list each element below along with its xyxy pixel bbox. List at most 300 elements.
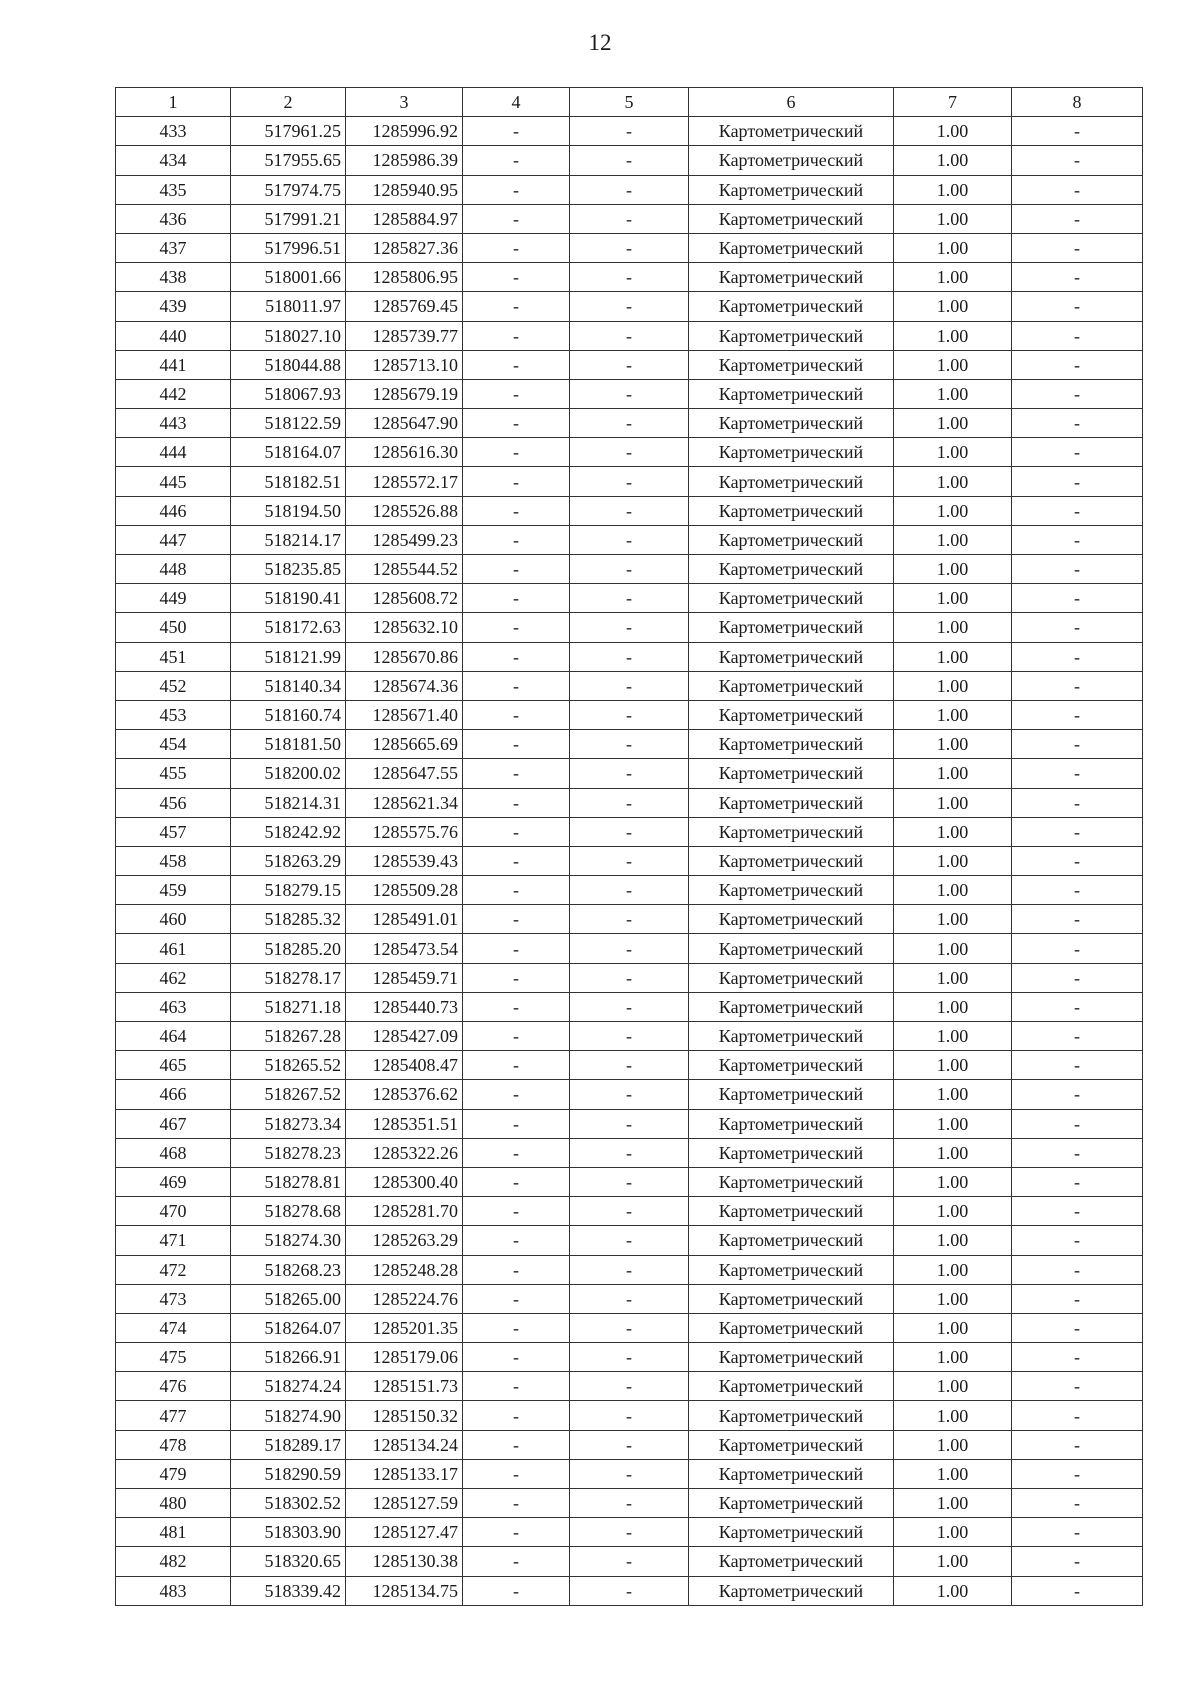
method-cell: Картометрический xyxy=(689,992,894,1021)
table-row xyxy=(116,876,1143,905)
accuracy-cell: 1.00 xyxy=(894,1430,1012,1459)
accuracy-cell: 1.00 xyxy=(894,1372,1012,1401)
col-5-value-cell: - xyxy=(570,817,689,846)
method-cell: Картометрический xyxy=(689,1167,894,1196)
col-5-value-cell: - xyxy=(570,438,689,467)
col-8-value-cell: - xyxy=(1012,233,1143,262)
point-number-cell: 467 xyxy=(116,1109,231,1138)
accuracy-cell: 1.00 xyxy=(894,1284,1012,1313)
method-cell: Картометрический xyxy=(689,555,894,584)
col-8-value-cell: - xyxy=(1012,1313,1143,1342)
accuracy-cell: 1.00 xyxy=(894,1576,1012,1605)
method-cell: Картометрический xyxy=(689,1372,894,1401)
page-number: 12 xyxy=(588,30,612,55)
col-4-value-cell: - xyxy=(463,555,570,584)
col-5-value-cell: - xyxy=(570,1518,689,1547)
accuracy-cell: 1.00 xyxy=(894,204,1012,233)
accuracy-cell: 1.00 xyxy=(894,525,1012,554)
table-row xyxy=(116,992,1143,1021)
coord-x-cell: 517955.65 xyxy=(231,146,346,175)
table-body xyxy=(116,117,1143,1606)
col-4-value-cell: - xyxy=(463,613,570,642)
method-cell: Картометрический xyxy=(689,963,894,992)
col-4-value-cell: - xyxy=(463,905,570,934)
method-cell: Картометрический xyxy=(689,1138,894,1167)
method-cell: Картометрический xyxy=(689,438,894,467)
col-5-value-cell: - xyxy=(570,1109,689,1138)
coord-y-cell: 1285201.35 xyxy=(346,1313,463,1342)
accuracy-cell: 1.00 xyxy=(894,555,1012,584)
coordinates-table xyxy=(115,87,1143,1606)
col-4-value-cell: - xyxy=(463,117,570,146)
point-number-cell: 476 xyxy=(116,1372,231,1401)
col-8-value-cell: - xyxy=(1012,1518,1143,1547)
table-row xyxy=(116,1284,1143,1313)
accuracy-cell: 1.00 xyxy=(894,1489,1012,1518)
accuracy-cell: 1.00 xyxy=(894,1343,1012,1372)
coord-x-cell: 518160.74 xyxy=(231,700,346,729)
col-8-value-cell: - xyxy=(1012,117,1143,146)
col-5-value-cell: - xyxy=(570,934,689,963)
coord-y-cell: 1285632.10 xyxy=(346,613,463,642)
coord-x-cell: 517996.51 xyxy=(231,233,346,262)
accuracy-cell: 1.00 xyxy=(894,146,1012,175)
col-5-value-cell: - xyxy=(570,1284,689,1313)
col-4-value-cell: - xyxy=(463,1167,570,1196)
col-4-value-cell: - xyxy=(463,292,570,321)
point-number-cell: 448 xyxy=(116,555,231,584)
method-cell: Картометрический xyxy=(689,700,894,729)
accuracy-cell: 1.00 xyxy=(894,613,1012,642)
col-4-value-cell: - xyxy=(463,1576,570,1605)
header-row xyxy=(116,88,1143,117)
col-5-value-cell: - xyxy=(570,788,689,817)
col-4-value-cell: - xyxy=(463,1022,570,1051)
col-4-value-cell: - xyxy=(463,1459,570,1488)
col-8-value-cell: - xyxy=(1012,379,1143,408)
coord-y-cell: 1285884.97 xyxy=(346,204,463,233)
point-number-cell: 468 xyxy=(116,1138,231,1167)
method-cell: Картометрический xyxy=(689,1022,894,1051)
coord-x-cell: 518011.97 xyxy=(231,292,346,321)
table-row xyxy=(116,146,1143,175)
table-row xyxy=(116,117,1143,146)
coord-y-cell: 1285647.90 xyxy=(346,409,463,438)
coord-y-cell: 1285674.36 xyxy=(346,671,463,700)
coord-y-cell: 1285179.06 xyxy=(346,1343,463,1372)
accuracy-cell: 1.00 xyxy=(894,263,1012,292)
accuracy-cell: 1.00 xyxy=(894,175,1012,204)
coord-y-cell: 1285440.73 xyxy=(346,992,463,1021)
coord-x-cell: 518274.24 xyxy=(231,1372,346,1401)
col-5-value-cell: - xyxy=(570,1401,689,1430)
coord-y-cell: 1285408.47 xyxy=(346,1051,463,1080)
method-cell: Картометрический xyxy=(689,846,894,875)
col-8-value-cell: - xyxy=(1012,1080,1143,1109)
coord-x-cell: 518242.92 xyxy=(231,817,346,846)
coord-y-cell: 1285281.70 xyxy=(346,1197,463,1226)
point-number-cell: 452 xyxy=(116,671,231,700)
method-cell: Картометрический xyxy=(689,1459,894,1488)
col-4-value-cell: - xyxy=(463,233,570,262)
coord-x-cell: 518278.81 xyxy=(231,1167,346,1196)
coord-x-cell: 518278.23 xyxy=(231,1138,346,1167)
coord-x-cell: 518285.32 xyxy=(231,905,346,934)
point-number-cell: 477 xyxy=(116,1401,231,1430)
col-5-value-cell: - xyxy=(570,496,689,525)
col-5-value-cell: - xyxy=(570,1197,689,1226)
point-number-cell: 439 xyxy=(116,292,231,321)
coord-y-cell: 1285127.59 xyxy=(346,1489,463,1518)
col-5-value-cell: - xyxy=(570,846,689,875)
table-row xyxy=(116,438,1143,467)
coord-y-cell: 1285940.95 xyxy=(346,175,463,204)
accuracy-cell: 1.00 xyxy=(894,1167,1012,1196)
coord-x-cell: 518274.90 xyxy=(231,1401,346,1430)
point-number-cell: 460 xyxy=(116,905,231,934)
table-row xyxy=(116,1313,1143,1342)
col-5-value-cell: - xyxy=(570,379,689,408)
point-number-cell: 471 xyxy=(116,1226,231,1255)
col-4-value-cell: - xyxy=(463,963,570,992)
col-5-value-cell: - xyxy=(570,730,689,759)
table-row xyxy=(116,671,1143,700)
col-5-value-cell: - xyxy=(570,263,689,292)
coord-y-cell: 1285575.76 xyxy=(346,817,463,846)
table-row xyxy=(116,1343,1143,1372)
column-header-3: 3 xyxy=(346,88,463,117)
col-4-value-cell: - xyxy=(463,1401,570,1430)
coord-x-cell: 518264.07 xyxy=(231,1313,346,1342)
point-number-cell: 446 xyxy=(116,496,231,525)
col-5-value-cell: - xyxy=(570,1022,689,1051)
accuracy-cell: 1.00 xyxy=(894,963,1012,992)
col-5-value-cell: - xyxy=(570,321,689,350)
coord-x-cell: 518001.66 xyxy=(231,263,346,292)
method-cell: Картометрический xyxy=(689,292,894,321)
col-8-value-cell: - xyxy=(1012,1372,1143,1401)
col-4-value-cell: - xyxy=(463,1518,570,1547)
point-number-cell: 454 xyxy=(116,730,231,759)
accuracy-cell: 1.00 xyxy=(894,642,1012,671)
col-8-value-cell: - xyxy=(1012,992,1143,1021)
coord-y-cell: 1285130.38 xyxy=(346,1547,463,1576)
col-8-value-cell: - xyxy=(1012,905,1143,934)
col-4-value-cell: - xyxy=(463,1109,570,1138)
point-number-cell: 457 xyxy=(116,817,231,846)
col-5-value-cell: - xyxy=(570,1343,689,1372)
coord-y-cell: 1285713.10 xyxy=(346,350,463,379)
table-row xyxy=(116,1576,1143,1605)
table-row xyxy=(116,759,1143,788)
col-5-value-cell: - xyxy=(570,759,689,788)
accuracy-cell: 1.00 xyxy=(894,817,1012,846)
col-5-value-cell: - xyxy=(570,1167,689,1196)
table-row xyxy=(116,700,1143,729)
coord-x-cell: 518285.20 xyxy=(231,934,346,963)
col-5-value-cell: - xyxy=(570,584,689,613)
coord-y-cell: 1285459.71 xyxy=(346,963,463,992)
table-row xyxy=(116,1226,1143,1255)
col-8-value-cell: - xyxy=(1012,1284,1143,1313)
coord-x-cell: 518235.85 xyxy=(231,555,346,584)
table-row xyxy=(116,730,1143,759)
table-row xyxy=(116,263,1143,292)
col-4-value-cell: - xyxy=(463,788,570,817)
col-5-value-cell: - xyxy=(570,175,689,204)
table-row xyxy=(116,467,1143,496)
method-cell: Картометрический xyxy=(689,1051,894,1080)
table-row xyxy=(116,1197,1143,1226)
point-number-cell: 483 xyxy=(116,1576,231,1605)
point-number-cell: 481 xyxy=(116,1518,231,1547)
point-number-cell: 475 xyxy=(116,1343,231,1372)
col-5-value-cell: - xyxy=(570,204,689,233)
col-4-value-cell: - xyxy=(463,1372,570,1401)
coord-x-cell: 518274.30 xyxy=(231,1226,346,1255)
method-cell: Картометрический xyxy=(689,117,894,146)
table-row xyxy=(116,1372,1143,1401)
col-8-value-cell: - xyxy=(1012,263,1143,292)
coord-y-cell: 1285351.51 xyxy=(346,1109,463,1138)
accuracy-cell: 1.00 xyxy=(894,1459,1012,1488)
col-8-value-cell: - xyxy=(1012,613,1143,642)
method-cell: Картометрический xyxy=(689,1226,894,1255)
col-4-value-cell: - xyxy=(463,876,570,905)
table-row xyxy=(116,963,1143,992)
col-8-value-cell: - xyxy=(1012,1109,1143,1138)
table-row xyxy=(116,233,1143,262)
coord-x-cell: 518140.34 xyxy=(231,671,346,700)
col-4-value-cell: - xyxy=(463,409,570,438)
point-number-cell: 436 xyxy=(116,204,231,233)
method-cell: Картометрический xyxy=(689,321,894,350)
table-row xyxy=(116,1255,1143,1284)
accuracy-cell: 1.00 xyxy=(894,467,1012,496)
table-row xyxy=(116,350,1143,379)
accuracy-cell: 1.00 xyxy=(894,496,1012,525)
col-5-value-cell: - xyxy=(570,233,689,262)
coord-x-cell: 518181.50 xyxy=(231,730,346,759)
point-number-cell: 441 xyxy=(116,350,231,379)
col-5-value-cell: - xyxy=(570,409,689,438)
col-4-value-cell: - xyxy=(463,379,570,408)
col-4-value-cell: - xyxy=(463,496,570,525)
table-header xyxy=(116,88,1143,117)
point-number-cell: 472 xyxy=(116,1255,231,1284)
accuracy-cell: 1.00 xyxy=(894,1080,1012,1109)
col-8-value-cell: - xyxy=(1012,321,1143,350)
accuracy-cell: 1.00 xyxy=(894,409,1012,438)
coord-x-cell: 518027.10 xyxy=(231,321,346,350)
coord-y-cell: 1285608.72 xyxy=(346,584,463,613)
accuracy-cell: 1.00 xyxy=(894,1109,1012,1138)
accuracy-cell: 1.00 xyxy=(894,1255,1012,1284)
coord-y-cell: 1285133.17 xyxy=(346,1459,463,1488)
method-cell: Картометрический xyxy=(689,905,894,934)
accuracy-cell: 1.00 xyxy=(894,671,1012,700)
coord-x-cell: 518279.15 xyxy=(231,876,346,905)
point-number-cell: 480 xyxy=(116,1489,231,1518)
point-number-cell: 474 xyxy=(116,1313,231,1342)
col-8-value-cell: - xyxy=(1012,438,1143,467)
col-8-value-cell: - xyxy=(1012,963,1143,992)
coord-x-cell: 518273.34 xyxy=(231,1109,346,1138)
method-cell: Картометрический xyxy=(689,1080,894,1109)
point-number-cell: 459 xyxy=(116,876,231,905)
coord-x-cell: 518265.52 xyxy=(231,1051,346,1080)
accuracy-cell: 1.00 xyxy=(894,350,1012,379)
accuracy-cell: 1.00 xyxy=(894,438,1012,467)
column-header-2: 2 xyxy=(231,88,346,117)
col-4-value-cell: - xyxy=(463,1489,570,1518)
method-cell: Картометрический xyxy=(689,263,894,292)
col-8-value-cell: - xyxy=(1012,1401,1143,1430)
col-5-value-cell: - xyxy=(570,1255,689,1284)
accuracy-cell: 1.00 xyxy=(894,117,1012,146)
coord-x-cell: 518339.42 xyxy=(231,1576,346,1605)
col-8-value-cell: - xyxy=(1012,467,1143,496)
col-8-value-cell: - xyxy=(1012,934,1143,963)
coord-y-cell: 1285499.23 xyxy=(346,525,463,554)
coord-y-cell: 1285986.39 xyxy=(346,146,463,175)
coord-y-cell: 1285473.54 xyxy=(346,934,463,963)
coord-y-cell: 1285224.76 xyxy=(346,1284,463,1313)
col-8-value-cell: - xyxy=(1012,584,1143,613)
coord-y-cell: 1285616.30 xyxy=(346,438,463,467)
coord-x-cell: 518290.59 xyxy=(231,1459,346,1488)
col-5-value-cell: - xyxy=(570,613,689,642)
coord-x-cell: 517961.25 xyxy=(231,117,346,146)
table-row xyxy=(116,409,1143,438)
table-row xyxy=(116,1138,1143,1167)
col-8-value-cell: - xyxy=(1012,1576,1143,1605)
table-row xyxy=(116,204,1143,233)
col-4-value-cell: - xyxy=(463,175,570,204)
coord-y-cell: 1285572.17 xyxy=(346,467,463,496)
method-cell: Картометрический xyxy=(689,1343,894,1372)
coord-y-cell: 1285806.95 xyxy=(346,263,463,292)
table-row xyxy=(116,1167,1143,1196)
coord-x-cell: 518164.07 xyxy=(231,438,346,467)
point-number-cell: 461 xyxy=(116,934,231,963)
method-cell: Картометрический xyxy=(689,1576,894,1605)
point-number-cell: 445 xyxy=(116,467,231,496)
col-8-value-cell: - xyxy=(1012,350,1143,379)
method-cell: Картометрический xyxy=(689,642,894,671)
col-8-value-cell: - xyxy=(1012,1489,1143,1518)
col-5-value-cell: - xyxy=(570,1547,689,1576)
point-number-cell: 440 xyxy=(116,321,231,350)
col-4-value-cell: - xyxy=(463,1080,570,1109)
table-row xyxy=(116,321,1143,350)
table-row xyxy=(116,613,1143,642)
point-number-cell: 464 xyxy=(116,1022,231,1051)
method-cell: Картометрический xyxy=(689,759,894,788)
col-5-value-cell: - xyxy=(570,555,689,584)
coord-x-cell: 517991.21 xyxy=(231,204,346,233)
coord-y-cell: 1285665.69 xyxy=(346,730,463,759)
col-5-value-cell: - xyxy=(570,1051,689,1080)
col-8-value-cell: - xyxy=(1012,496,1143,525)
method-cell: Картометрический xyxy=(689,1197,894,1226)
accuracy-cell: 1.00 xyxy=(894,1313,1012,1342)
col-8-value-cell: - xyxy=(1012,817,1143,846)
col-5-value-cell: - xyxy=(570,146,689,175)
coord-y-cell: 1285263.29 xyxy=(346,1226,463,1255)
col-4-value-cell: - xyxy=(463,1343,570,1372)
col-8-value-cell: - xyxy=(1012,730,1143,759)
col-4-value-cell: - xyxy=(463,846,570,875)
col-8-value-cell: - xyxy=(1012,846,1143,875)
accuracy-cell: 1.00 xyxy=(894,1138,1012,1167)
coord-y-cell: 1285679.19 xyxy=(346,379,463,408)
table-row xyxy=(116,1518,1143,1547)
coord-y-cell: 1285376.62 xyxy=(346,1080,463,1109)
col-8-value-cell: - xyxy=(1012,525,1143,554)
point-number-cell: 462 xyxy=(116,963,231,992)
table-row xyxy=(116,905,1143,934)
col-8-value-cell: - xyxy=(1012,1167,1143,1196)
coord-y-cell: 1285134.75 xyxy=(346,1576,463,1605)
coord-y-cell: 1285739.77 xyxy=(346,321,463,350)
accuracy-cell: 1.00 xyxy=(894,876,1012,905)
coord-y-cell: 1285127.47 xyxy=(346,1518,463,1547)
accuracy-cell: 1.00 xyxy=(894,233,1012,262)
method-cell: Картометрический xyxy=(689,1430,894,1459)
col-5-value-cell: - xyxy=(570,117,689,146)
method-cell: Картометрический xyxy=(689,788,894,817)
method-cell: Картометрический xyxy=(689,613,894,642)
accuracy-cell: 1.00 xyxy=(894,1401,1012,1430)
col-4-value-cell: - xyxy=(463,467,570,496)
column-header-1: 1 xyxy=(116,88,231,117)
point-number-cell: 450 xyxy=(116,613,231,642)
coord-x-cell: 518303.90 xyxy=(231,1518,346,1547)
method-cell: Картометрический xyxy=(689,1284,894,1313)
coord-x-cell: 518182.51 xyxy=(231,467,346,496)
table-row xyxy=(116,1459,1143,1488)
coord-x-cell: 518200.02 xyxy=(231,759,346,788)
col-5-value-cell: - xyxy=(570,1313,689,1342)
col-4-value-cell: - xyxy=(463,584,570,613)
coord-y-cell: 1285134.24 xyxy=(346,1430,463,1459)
col-5-value-cell: - xyxy=(570,700,689,729)
accuracy-cell: 1.00 xyxy=(894,321,1012,350)
accuracy-cell: 1.00 xyxy=(894,905,1012,934)
col-8-value-cell: - xyxy=(1012,1197,1143,1226)
accuracy-cell: 1.00 xyxy=(894,1197,1012,1226)
col-5-value-cell: - xyxy=(570,1080,689,1109)
method-cell: Картометрический xyxy=(689,817,894,846)
col-8-value-cell: - xyxy=(1012,1138,1143,1167)
method-cell: Картометрический xyxy=(689,671,894,700)
col-5-value-cell: - xyxy=(570,1430,689,1459)
col-4-value-cell: - xyxy=(463,1226,570,1255)
table-row xyxy=(116,1430,1143,1459)
coord-x-cell: 518278.68 xyxy=(231,1197,346,1226)
table-row xyxy=(116,1547,1143,1576)
coord-x-cell: 518121.99 xyxy=(231,642,346,671)
col-8-value-cell: - xyxy=(1012,1343,1143,1372)
col-8-value-cell: - xyxy=(1012,788,1143,817)
col-4-value-cell: - xyxy=(463,263,570,292)
col-4-value-cell: - xyxy=(463,671,570,700)
col-4-value-cell: - xyxy=(463,204,570,233)
col-4-value-cell: - xyxy=(463,1313,570,1342)
col-4-value-cell: - xyxy=(463,1284,570,1313)
coord-y-cell: 1285647.55 xyxy=(346,759,463,788)
